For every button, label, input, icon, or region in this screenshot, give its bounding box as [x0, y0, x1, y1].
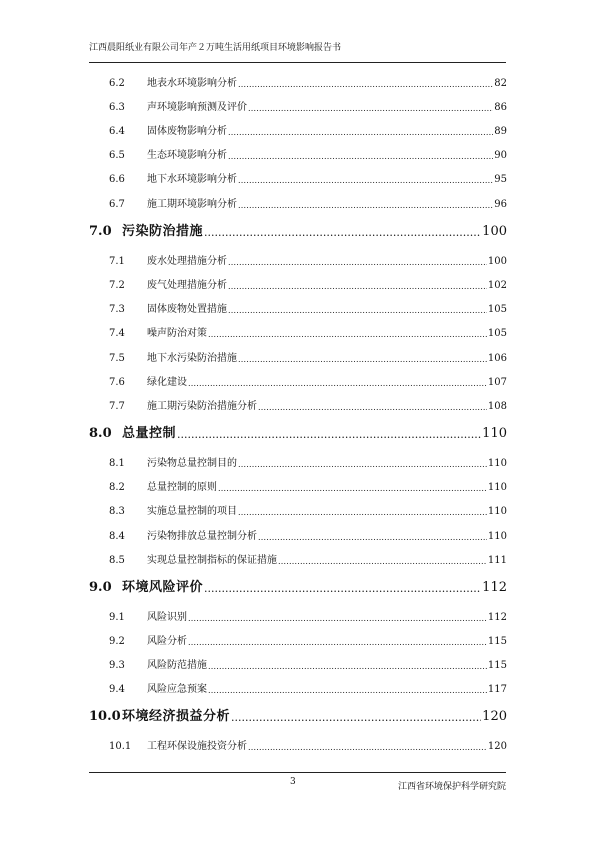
toc-dot-leader: [228, 282, 487, 291]
toc-entry-title: 风险识别: [147, 612, 187, 623]
toc-entry-title: 地下水环境影响分析: [147, 174, 237, 185]
toc-entry-title: 环境经济损益分析: [122, 709, 231, 724]
toc-entry-number: 9.2: [109, 636, 125, 647]
toc-chapter-entry[interactable]: [89, 220, 507, 239]
toc-dot-leader: [248, 104, 493, 113]
toc-entry-number: 9.0: [89, 580, 112, 595]
toc-dot-leader: [238, 201, 493, 210]
toc-entry-title: 污染物总量控制目的: [147, 458, 237, 469]
toc-dot-leader: [278, 557, 487, 566]
toc-entry-page: 90: [494, 150, 507, 161]
toc-section-entry[interactable]: [89, 300, 507, 315]
toc-entry-page: 110: [487, 531, 507, 542]
toc-entry-page: 115: [487, 660, 507, 671]
toc-entry-title: 绿化建设: [147, 377, 187, 388]
toc-section-entry[interactable]: [89, 680, 507, 695]
footer-rule: [89, 772, 506, 773]
toc-entry-page: 120: [487, 741, 507, 752]
toc-chapter-entry[interactable]: [89, 422, 507, 441]
toc-section-entry[interactable]: [89, 170, 507, 185]
toc-entry-page: 112: [482, 580, 507, 595]
toc-entry-title: 废水处理措施分析: [147, 256, 227, 267]
toc-entry-title: 固体废物影响分析: [147, 126, 227, 137]
toc-chapter-entry[interactable]: [89, 576, 507, 595]
toc-section-entry[interactable]: [89, 608, 507, 623]
toc-dot-leader: [238, 460, 487, 469]
toc-dot-leader: [228, 258, 487, 267]
toc-entry-page: 100: [487, 256, 507, 267]
toc-entry-title: 固体废物处置措施: [147, 304, 227, 315]
toc-entry-page: 102: [487, 280, 507, 291]
toc-entry-title: 风险应急预案: [147, 684, 207, 695]
toc-entry-page: 111: [487, 555, 507, 566]
toc-section-entry[interactable]: [89, 737, 507, 752]
toc-entry-title: 地下水污染防治措施: [147, 353, 237, 364]
toc-section-entry[interactable]: [89, 122, 507, 137]
toc-entry-title: 地表水环境影响分析: [147, 78, 237, 89]
toc-dot-leader: [177, 428, 481, 441]
toc-entry-number: 8.0: [89, 426, 112, 441]
toc-entry-title: 施工期污染防治措施分析: [147, 401, 257, 412]
footer-page-number: 3: [290, 777, 296, 787]
toc-entry-number: 8.1: [109, 458, 125, 469]
toc-entry-title: 风险防范措施: [147, 660, 207, 671]
toc-dot-leader: [258, 403, 487, 412]
toc-dot-leader: [228, 152, 493, 161]
toc-dot-leader: [208, 662, 487, 671]
toc-entry-page: 105: [487, 328, 507, 339]
toc-entry-number: 6.7: [109, 199, 125, 210]
toc-dot-leader: [231, 711, 481, 724]
toc-section-entry[interactable]: [89, 276, 507, 291]
toc-entry-number: 7.4: [109, 328, 125, 339]
toc-entry-number: 6.5: [109, 150, 125, 161]
toc-entry-page: 86: [494, 102, 507, 113]
toc-dot-leader: [238, 508, 487, 517]
toc-section-entry[interactable]: [89, 252, 507, 267]
toc-entry-page: 82: [494, 78, 507, 89]
toc-section-entry[interactable]: [89, 146, 507, 161]
toc-entry-number: 7.1: [109, 256, 125, 267]
toc-section-entry[interactable]: [89, 527, 507, 542]
toc-dot-leader: [258, 533, 487, 542]
toc-section-entry[interactable]: [89, 632, 507, 647]
toc-entry-number: 10.1: [109, 741, 132, 752]
toc-entry-title: 施工期环境影响分析: [147, 199, 237, 210]
toc-dot-leader: [188, 379, 487, 388]
header-title: 江西晨阳纸业有限公司年产２万吨生活用纸项目环境影响报告书: [89, 43, 342, 53]
toc-entry-title: 声环境影响预测及评价: [147, 102, 247, 113]
toc-entry-number: 9.3: [109, 660, 125, 671]
toc-entry-page: 95: [494, 174, 507, 185]
toc-entry-title: 风险分析: [147, 636, 187, 647]
toc-section-entry[interactable]: [89, 397, 507, 412]
toc-entry-page: 108: [487, 401, 507, 412]
toc-entry-number: 8.5: [109, 555, 125, 566]
page-header: [89, 42, 506, 63]
toc-entry-page: 110: [487, 458, 507, 469]
toc-dot-leader: [218, 484, 487, 493]
toc-dot-leader: [188, 614, 487, 623]
toc-entry-number: 7.0: [89, 224, 112, 239]
toc-section-entry[interactable]: [89, 349, 507, 364]
toc-entry-number: 7.5: [109, 353, 125, 364]
toc-dot-leader: [228, 128, 493, 137]
toc-entry-page: 107: [487, 377, 507, 388]
toc-entry-number: 6.3: [109, 102, 125, 113]
toc-entry-page: 112: [487, 612, 507, 623]
toc-entry-title: 实施总量控制的项目: [147, 506, 237, 517]
toc-entry-page: 115: [487, 636, 507, 647]
toc-entry-page: 105: [487, 304, 507, 315]
toc-section-entry[interactable]: [89, 98, 507, 113]
toc-entry-number: 8.4: [109, 531, 125, 542]
toc-section-entry[interactable]: [89, 324, 507, 339]
toc-chapter-entry[interactable]: [89, 705, 507, 724]
toc-dot-leader: [248, 743, 487, 752]
toc-dot-leader: [238, 176, 493, 185]
toc-entry-page: 89: [494, 126, 507, 137]
toc-entry-title: 废气处理措施分析: [147, 280, 227, 291]
toc-dot-leader: [238, 80, 493, 89]
toc-dot-leader: [204, 582, 481, 595]
toc-entry-number: 9.4: [109, 684, 125, 695]
toc-entry-title: 生态环境影响分析: [147, 150, 227, 161]
toc-entry-number: 6.2: [109, 78, 125, 89]
toc-entry-title: 总量控制的原则: [147, 482, 217, 493]
toc-entry-number: 7.6: [109, 377, 125, 388]
toc-section-entry[interactable]: [89, 74, 507, 89]
toc-section-entry[interactable]: [89, 502, 507, 517]
toc-section-entry[interactable]: [89, 373, 507, 388]
toc-entry-number: 8.2: [109, 482, 125, 493]
toc-entry-number: 6.4: [109, 126, 125, 137]
toc-dot-leader: [208, 330, 487, 339]
toc-entry-title: 污染物排放总量控制分析: [147, 531, 257, 542]
toc-section-entry[interactable]: [89, 656, 507, 671]
toc-entry-title: 噪声防治对策: [147, 328, 207, 339]
toc-entry-page: 120: [482, 709, 507, 724]
toc-entry-title: 污染防治措施: [122, 224, 204, 239]
footer-organization: 江西省环境保护科学研究院: [397, 782, 506, 792]
toc-section-entry[interactable]: [89, 454, 507, 469]
toc-dot-leader: [204, 226, 481, 239]
toc-dot-leader: [208, 686, 487, 695]
toc-entry-title: 环境风险评价: [122, 580, 204, 595]
toc-entry-number: 6.6: [109, 174, 125, 185]
toc-entry-page: 110: [487, 506, 507, 517]
toc-section-entry[interactable]: [89, 478, 507, 493]
toc-section-entry[interactable]: [89, 551, 507, 566]
toc-entry-number: 10.0: [89, 709, 121, 724]
toc-entry-page: 110: [482, 426, 507, 441]
toc-entry-title: 工程环保设施投资分析: [147, 741, 247, 752]
toc-entry-number: 7.7: [109, 401, 125, 412]
toc-entry-title: 实现总量控制指标的保证措施: [147, 555, 277, 566]
toc-entry-number: 9.1: [109, 612, 125, 623]
toc-entry-page: 96: [494, 199, 507, 210]
toc-dot-leader: [238, 355, 487, 364]
toc-entry-number: 7.3: [109, 304, 125, 315]
toc-dot-leader: [228, 306, 487, 315]
toc-entry-page: 100: [482, 224, 507, 239]
toc-entry-number: 7.2: [109, 280, 125, 291]
toc-entry-page: 110: [487, 482, 507, 493]
toc-section-entry[interactable]: [89, 195, 507, 210]
toc-entry-number: 8.3: [109, 506, 125, 517]
toc-entry-title: 总量控制: [122, 426, 177, 441]
toc-entry-page: 117: [487, 684, 507, 695]
toc-entry-page: 106: [487, 353, 507, 364]
toc-dot-leader: [188, 638, 487, 647]
